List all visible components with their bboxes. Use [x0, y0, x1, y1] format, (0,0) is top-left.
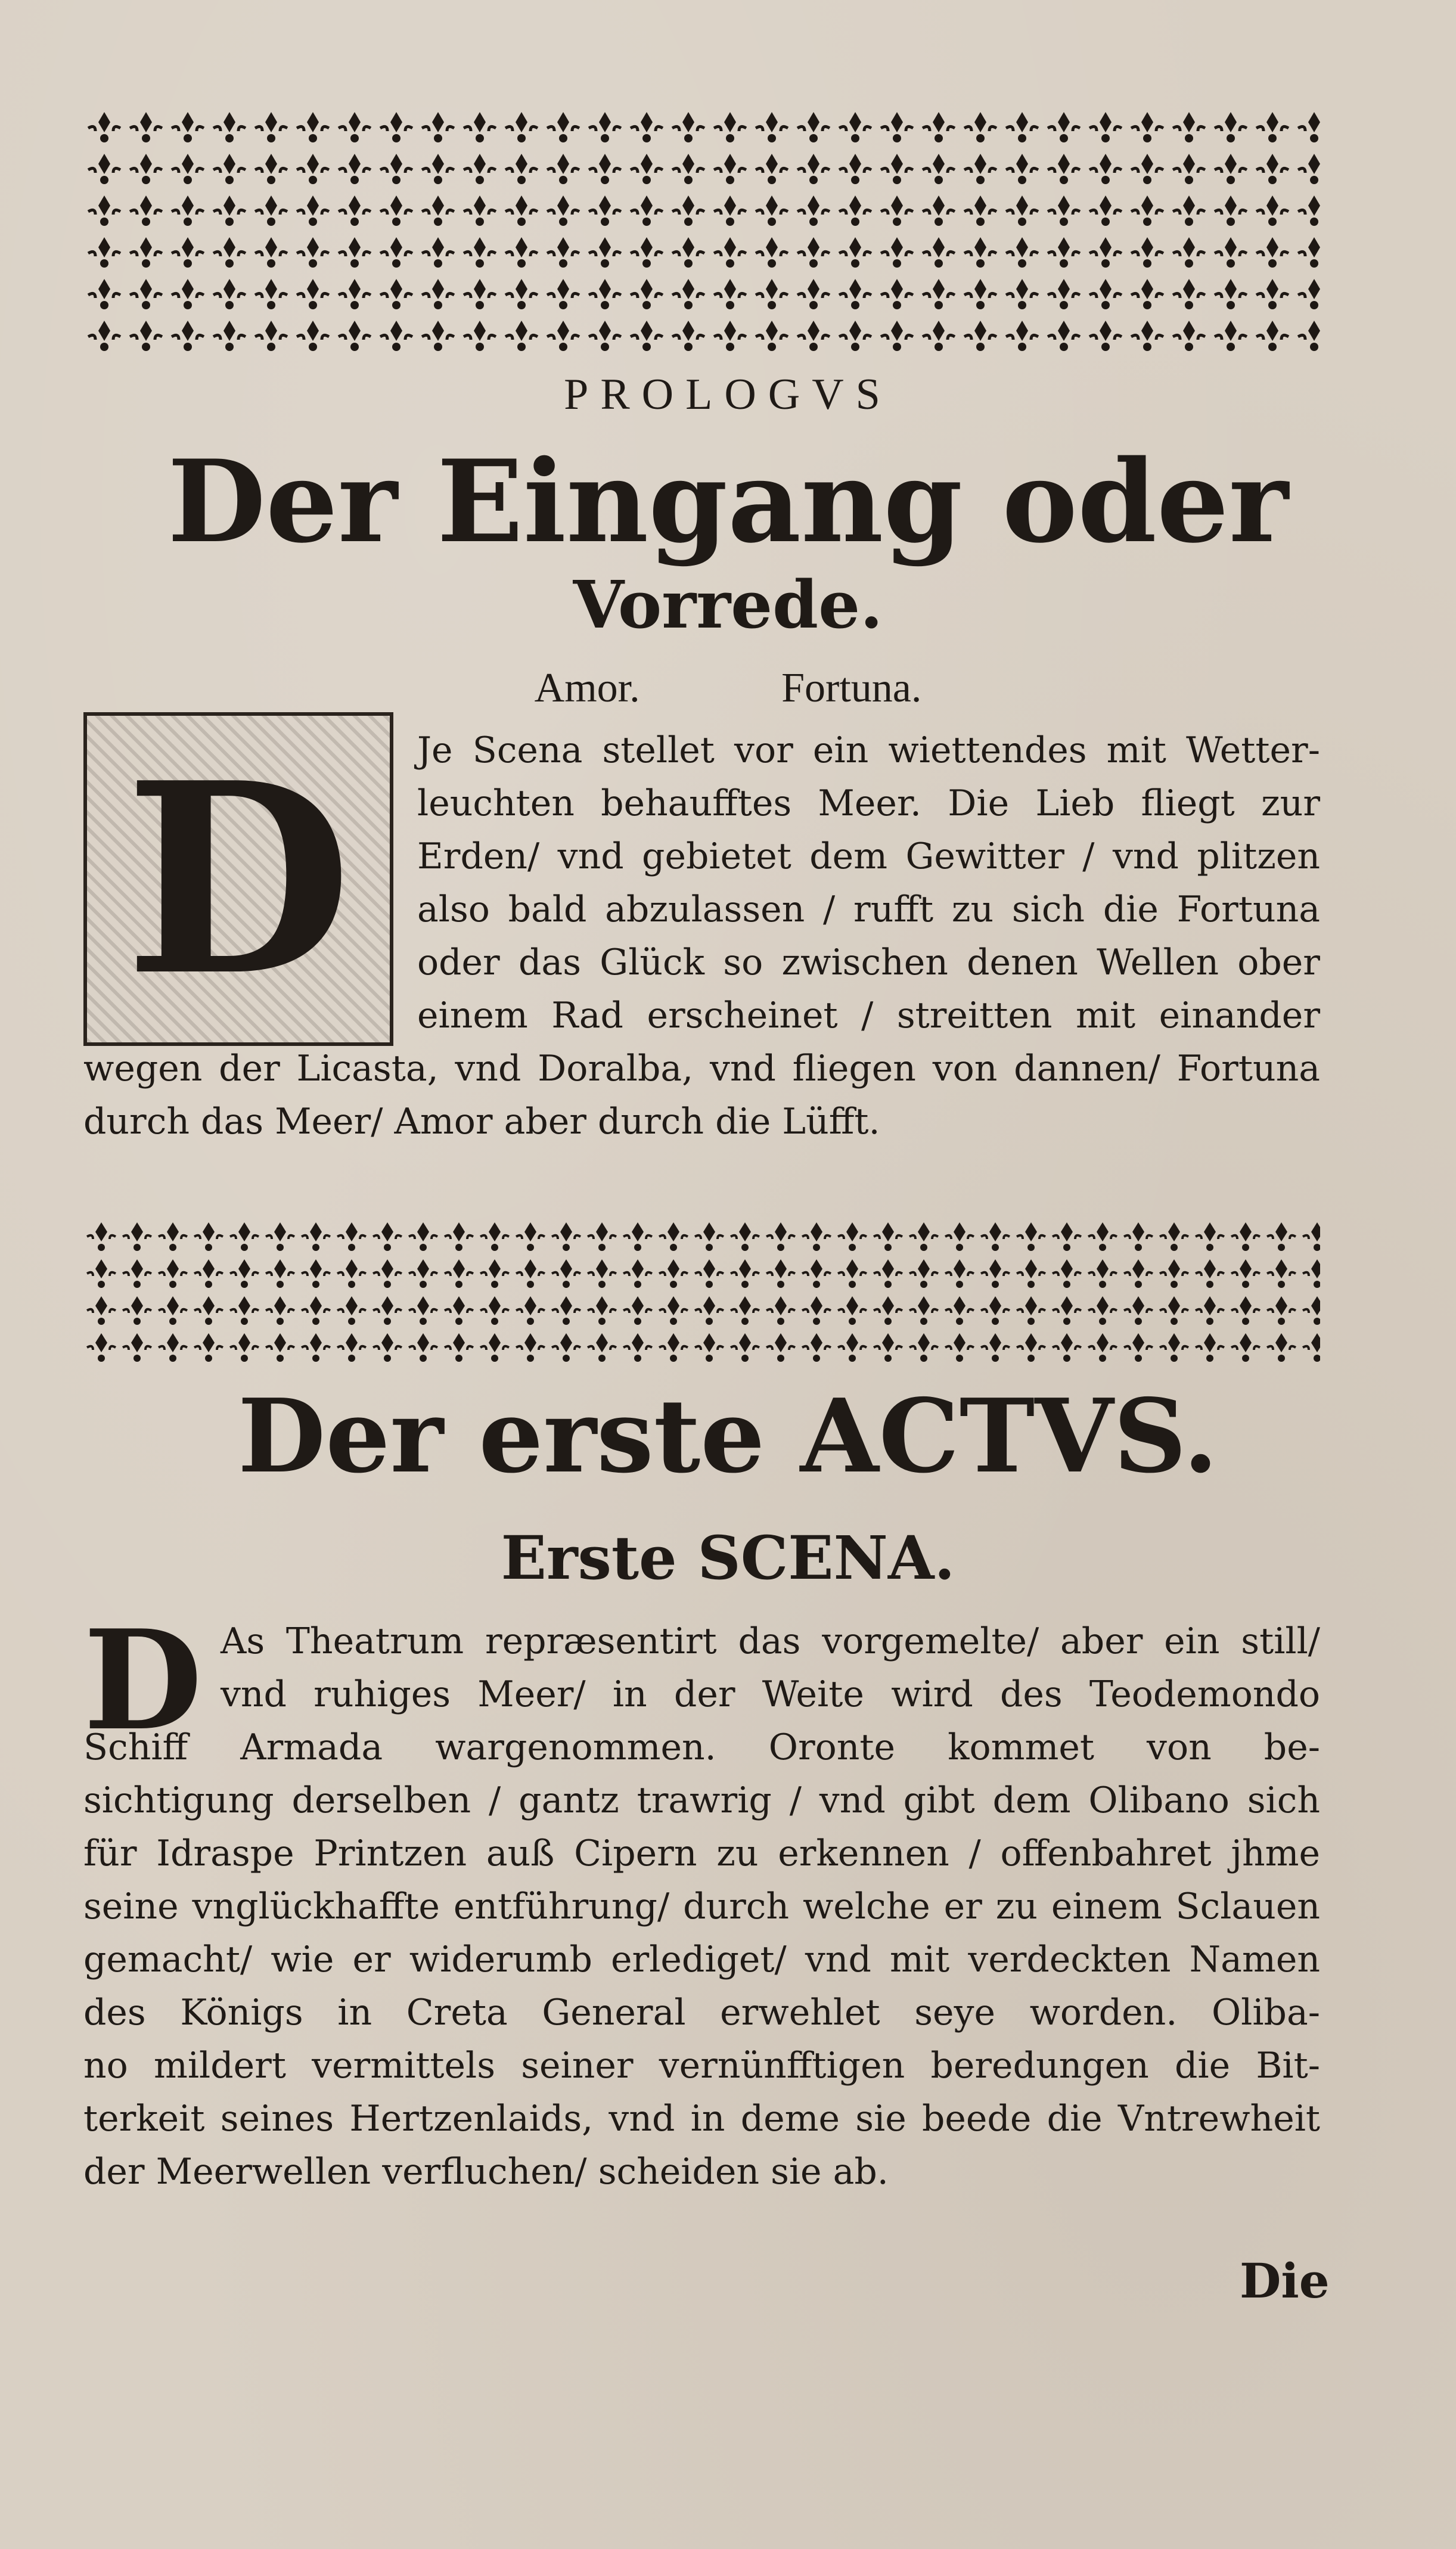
text-line: durch das Meer/ Amor aber durch die Lüfft.: [83, 1101, 880, 1142]
prologue-title: Der Eingang oder: [167, 435, 1289, 568]
prologus-heading: PROLOGVS: [564, 370, 892, 419]
act-text-indented: [221, 1615, 1320, 1721]
text-line: As Theatrum repræsentirt das vorgemelte/ aber ein still/: [221, 1620, 1320, 1662]
text-line: einem Rad erscheinet / streitten mit einander: [417, 995, 1320, 1036]
act-text-full: [83, 1721, 1320, 2199]
text-line: der Meerwellen verfluchen/ scheiden sie ab.: [83, 2151, 889, 2193]
text-line: leuchten behaufftes Meer. Die Lieb fliegt zur: [417, 783, 1320, 824]
text-line: vnd ruhiges Meer/ in der Weite wird des Teodemondo: [221, 1674, 1320, 1715]
text-line: Schiff Armada wargenommen. Oronte kommet von be-: [83, 1727, 1320, 1768]
text-line: Je Scena stellet vor ein wiettendes mit Wetter-: [417, 729, 1320, 771]
prologue-text-full: [83, 1042, 1320, 1148]
cast-list: [0, 665, 1456, 712]
text-line: oder das Glück so zwischen denen Wellen ober: [417, 942, 1320, 983]
prologue-subtitle: Vorrede.: [573, 566, 883, 643]
cast-amor: Amor.: [534, 665, 640, 711]
fleuron-band-middle: [83, 1219, 1320, 1368]
fleuron-band-top: [83, 107, 1320, 352]
catchword: Die: [1240, 2253, 1330, 2309]
middle-ornament-border: [83, 1219, 1320, 1368]
cast-fortuna: Fortuna.: [781, 665, 922, 711]
decorated-initial: D: [83, 712, 393, 1046]
act-title: Der erste ACTVS.: [237, 1377, 1219, 1496]
initial-letter: D: [83, 1600, 203, 1761]
text-line: des Königs in Creta General erwehlet seye worden. Oliba-: [83, 1992, 1320, 2033]
text-line: sichtigung derselben / gantz trawrig / vnd gibt dem Olibano sich: [83, 1780, 1320, 1821]
text-line: seine vnglückhaffte entführung/ durch welche er zu einem Sclauen: [83, 1886, 1320, 1927]
text-line: Erden/ vnd gebietet dem Gewitter / vnd plitzen: [417, 836, 1320, 877]
text-line: terkeit seines Hertzenlaids, vnd in deme sie beede die Vntrewheit: [83, 2098, 1320, 2140]
scene-title: Erste SCENA.: [501, 1523, 955, 1593]
top-ornament-border: [83, 107, 1320, 352]
text-line: wegen der Licasta, vnd Doralba, vnd fliegen von dannen/ Fortuna: [83, 1048, 1320, 1089]
text-line: also bald abzulassen / rufft zu sich die Fortuna: [417, 889, 1320, 930]
text-line: für Idraspe Printzen auß Cipern zu erkennen / offenbahret jhme: [83, 1833, 1320, 1874]
text-line: gemacht/ wie er widerumb erlediget/ vnd mit verdeckten Namen: [83, 1939, 1320, 1980]
prologue-text-indented: [417, 724, 1320, 1042]
text-line: no mildert vermittels seiner vernünfftigen beredungen die Bit-: [83, 2045, 1320, 2087]
